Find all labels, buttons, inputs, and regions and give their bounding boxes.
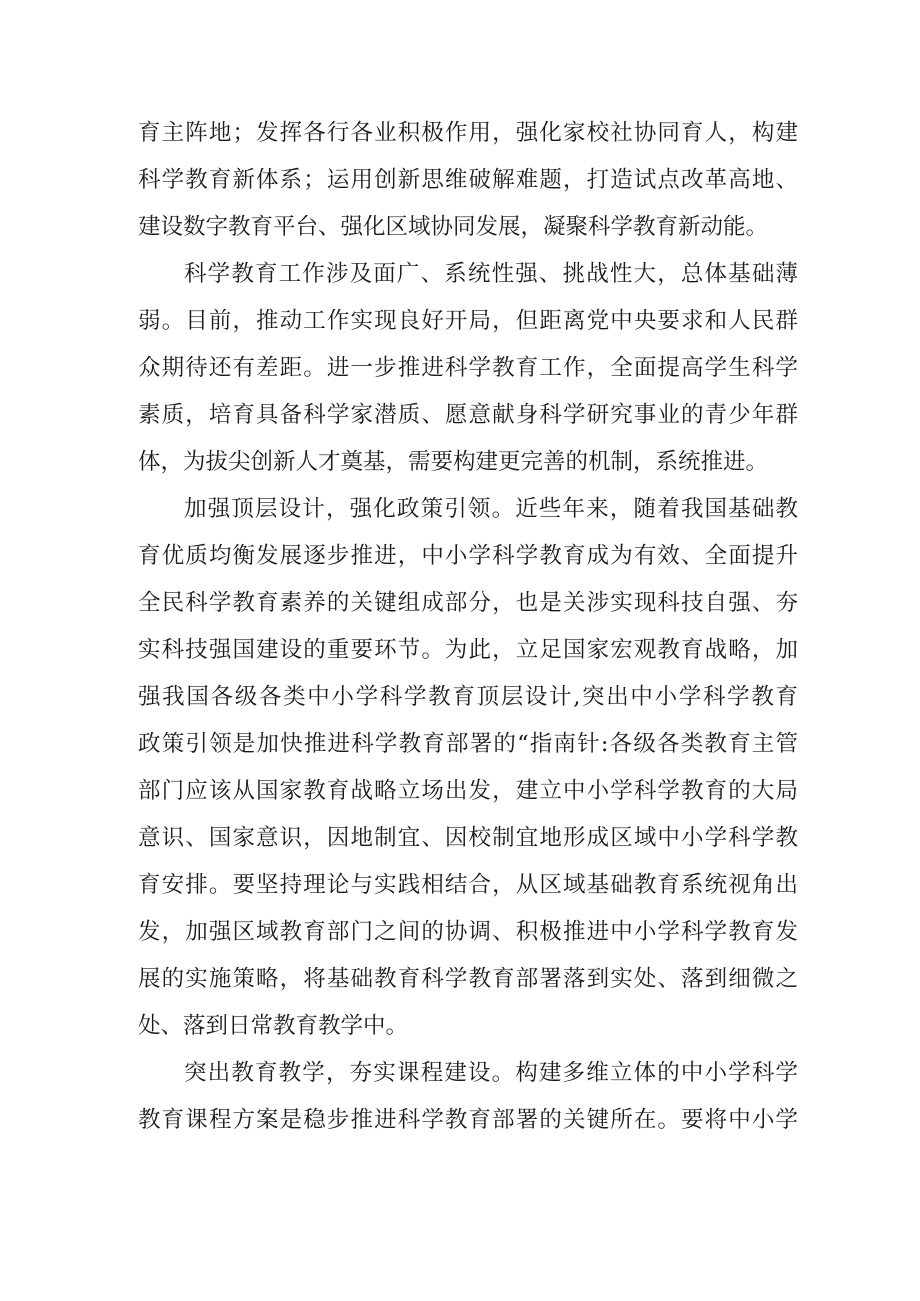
text-line: 育安排。要坚持理论与实践相结合，从区域基础教育系统视角出 xyxy=(138,872,798,898)
text-line: 全民科学教育素养的关键组成部分，也是关涉实现科技自强、夯 xyxy=(138,590,798,616)
text-line: 部门应该从国家教育战略立场出发，建立中小学科学教育的大局 xyxy=(138,778,798,804)
text-line: 众期待还有差距。进一步推进科学教育工作，全面提高学生科学 xyxy=(138,355,798,381)
text-line: 强我国各级各类中小学科学教育顶层设计,突出中小学科学教育 xyxy=(138,684,798,710)
text-line: 科学教育工作涉及面广、系统性强、挑战性大，总体基础薄 xyxy=(184,261,798,287)
document-body xyxy=(138,110,798,1144)
text-line: 育优质均衡发展逐步推进，中小学科学教育成为有效、全面提升 xyxy=(138,543,798,569)
text-line: 弱。目前，推动工作实现良好开局，但距离党中央要求和人民群 xyxy=(138,308,798,334)
text-line: 科学教育新体系；运用创新思维破解难题，打造试点改革高地、 xyxy=(138,167,798,193)
text-line: 发，加强区域教育部门之间的协调、积极推进中小学科学教育发 xyxy=(138,919,798,945)
text-line: 加强顶层设计，强化政策引领。近些年来，随着我国基础教 xyxy=(184,496,798,522)
text-line: 育主阵地；发挥各行各业积极作用，强化家校社协同育人，构建 xyxy=(138,120,798,146)
text-line: 教育课程方案是稳步推进科学教育部署的关键所在。要将中小学 xyxy=(138,1107,798,1133)
text-line: 政策引领是加快推进科学教育部署的“指南针:各级各类教育主管 xyxy=(138,731,798,757)
paragraph xyxy=(138,251,798,486)
text-line: 展的实施策略，将基础教育科学教育部署落到实处、落到细微之 xyxy=(138,966,798,992)
paragraph xyxy=(138,110,798,251)
text-line: 意识、国家意识，因地制宜、因校制宜地形成区域中小学科学教 xyxy=(138,825,798,851)
text-line: 素质，培育具备科学家潜质、愿意献身科学研究事业的青少年群 xyxy=(138,402,798,428)
text-line: 体，为拔尖创新人才奠基，需要构建更完善的机制，系统推进。 xyxy=(138,449,769,475)
paragraph xyxy=(138,486,798,1050)
text-line: 处、落到日常教育教学中。 xyxy=(138,1013,409,1039)
paragraph xyxy=(138,1050,798,1144)
text-line: 建设数字教育平台、强化区域协同发展，凝聚科学教育新动能。 xyxy=(138,214,769,240)
text-line: 实科技强国建设的重要环节。为此，立足国家宏观教育战略，加 xyxy=(138,637,798,663)
text-line: 突出教育教学，夯实课程建设。构建多维立体的中小学科学 xyxy=(184,1060,798,1086)
